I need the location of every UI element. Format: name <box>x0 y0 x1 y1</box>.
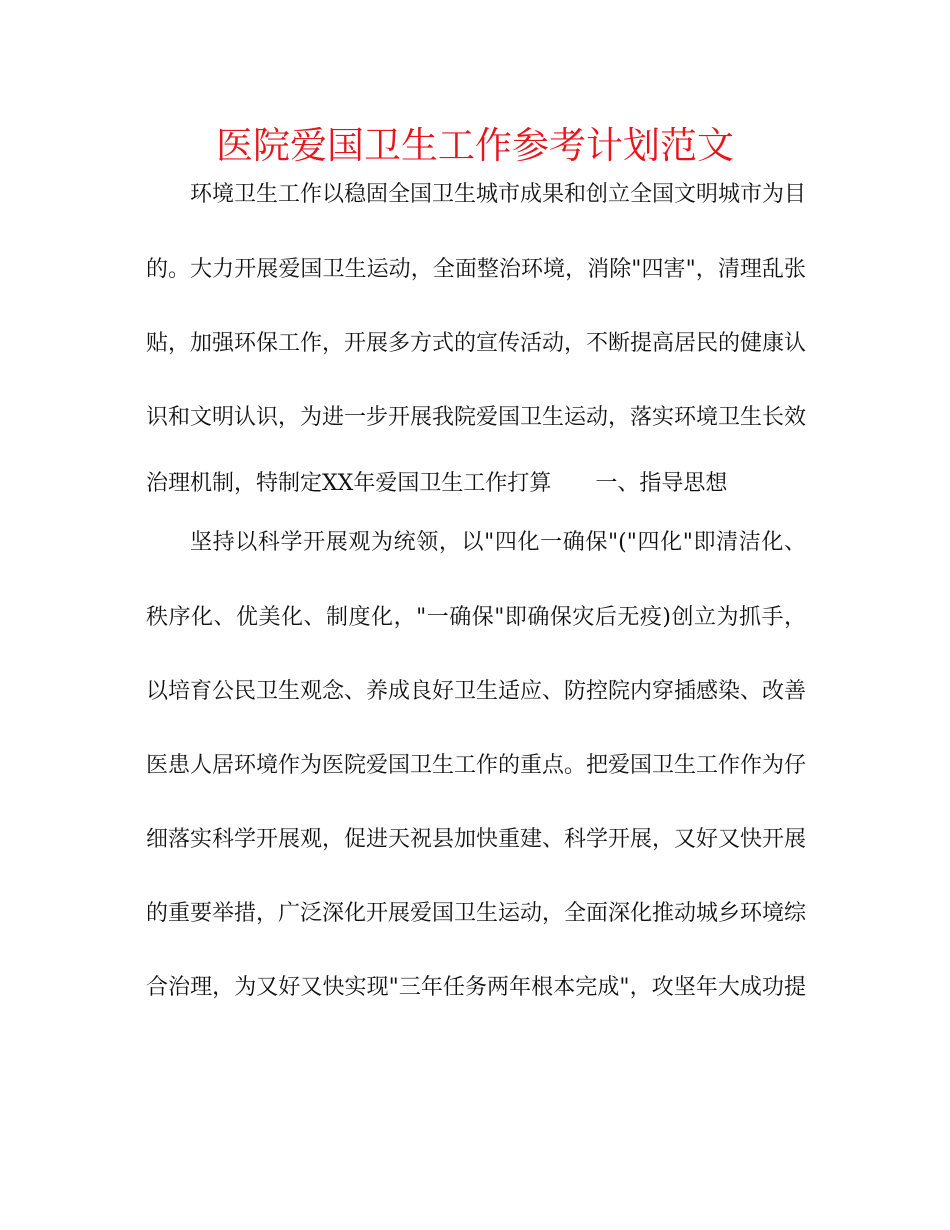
paragraph-line-4: 识和文明认识，为进一步开展我院爱国卫生运动，落实环境卫生长效 <box>146 405 807 430</box>
paragraph-line-3: 贴，加强环保工作，开展多方式的宣传活动，不断提高居民的健康认 <box>146 331 807 356</box>
paragraph-line-2: 的。大力开展爱国卫生运动，全面整治环境，消除"四害"，清理乱张 <box>146 257 806 282</box>
paragraph-line-6: 坚持以科学开展观为统领，以"四化一确保"("四化"即清洁化、 <box>190 530 806 555</box>
paragraph-line-11: 的重要举措，广泛深化开展爱国卫生运动，全面深化推动城乡环境综 <box>146 901 807 926</box>
paragraph-line-9: 医患人居环境作为医院爱国卫生工作的重点。把爱国卫生工作作为仔 <box>146 753 807 778</box>
paragraph-line-5: 治理机制，特制定XX年爱国卫生工作打算 一、指导思想 <box>146 471 728 496</box>
document-title: 医院爱国卫生工作参考计划范文 <box>216 124 734 167</box>
paragraph-line-8: 以培育公民卫生观念、养成良好卫生适应、防控院内穿插感染、改善 <box>146 679 807 704</box>
paragraph-line-1: 环境卫生工作以稳固全国卫生城市成果和创立全国文明城市为目 <box>190 182 807 207</box>
paragraph-line-10: 细落实科学开展观，促进天祝县加快重建、科学开展，又好又快开展 <box>146 827 807 852</box>
paragraph-line-12: 合治理，为又好又快实现"三年任务两年根本完成"，攻坚年大成功提 <box>146 975 806 1000</box>
paragraph-line-7: 秩序化、优美化、制度化，"一确保"即确保灾后无疫)创立为抓手， <box>146 605 806 630</box>
